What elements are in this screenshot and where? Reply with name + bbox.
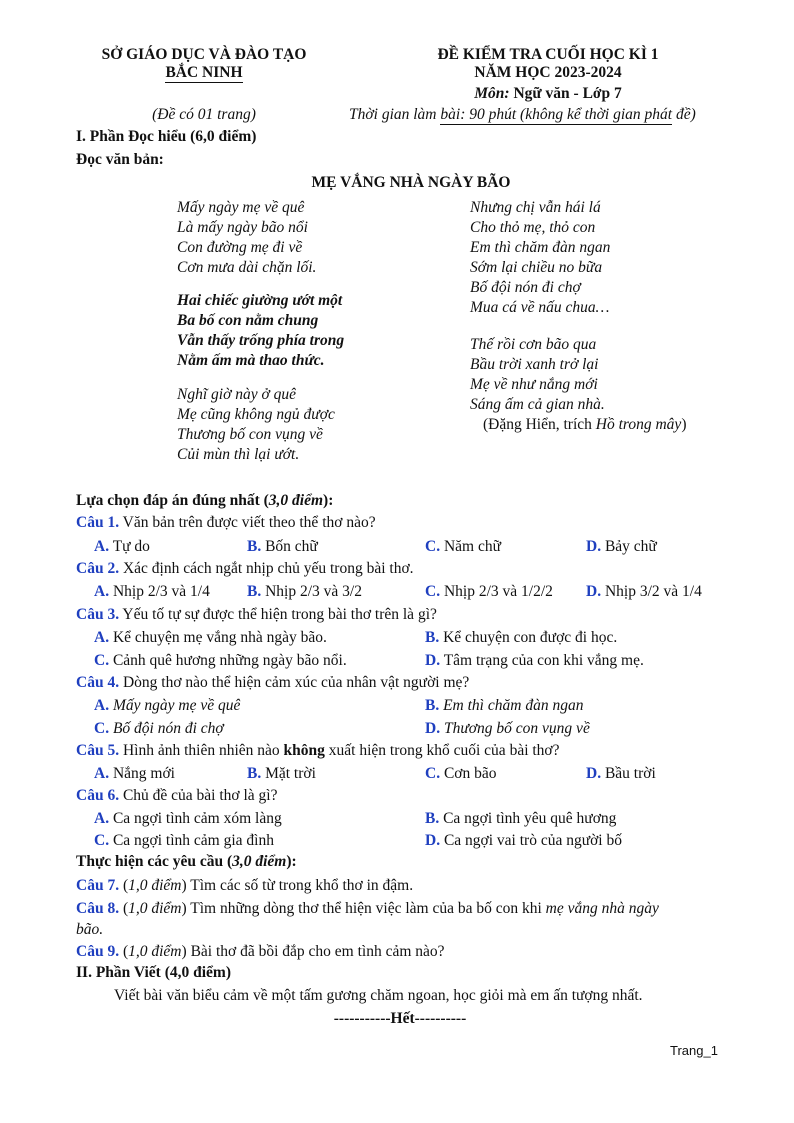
essay-heading [76, 853, 297, 871]
option-letter: C. [94, 652, 110, 669]
option-letter: B. [425, 629, 440, 646]
option-text: Nhịp 3/2 và 1/4 [604, 583, 702, 600]
poem-line: Thương bố con vụng về [177, 426, 323, 443]
poem-line: Sáng ấm cả gian nhà. [470, 396, 605, 413]
option-text: Bốn chữ [265, 538, 318, 555]
writing-prompt: Viết bài văn biểu cảm về một tấm gương chăm ngoan, học giỏi mà em ấn tượng nhất. [114, 987, 643, 1004]
question-number: Câu 4. [76, 674, 120, 691]
option-letter: D. [425, 832, 441, 849]
option-letter: D. [425, 720, 441, 737]
q6-option-a [94, 809, 282, 829]
option-letter: D. [586, 583, 602, 600]
subject-label: Môn: [474, 85, 510, 102]
question-number: Câu 5. [76, 742, 120, 759]
poem-line: Bầu trời xanh trở lại [470, 356, 599, 373]
q6-option-d [425, 831, 622, 851]
option-text: Kể chuyện mẹ vắng nhà ngày bão. [112, 629, 327, 646]
poem-right-stanza-2 [470, 335, 605, 415]
time-suffix: đề) [672, 106, 696, 123]
question-text: Hình ảnh thiên nhiên nào [119, 742, 284, 759]
poem-line: Sớm lại chiều no bữa [470, 259, 603, 276]
question-text-italic: mẹ vắng nhà ngày [545, 900, 659, 917]
poem-line: Mấy ngày mẹ về quê [177, 199, 305, 216]
option-letter: A. [94, 765, 110, 782]
q3-option-c [94, 651, 347, 671]
option-text: Nắng mới [112, 765, 175, 782]
q2-option-b [247, 582, 362, 602]
department-name: SỞ GIÁO DỤC VÀ ĐÀO TẠO [101, 46, 307, 63]
option-letter: A. [94, 810, 110, 827]
question-number: Câu 9. [76, 943, 120, 960]
option-text: Mấy ngày mẹ về quê [112, 697, 241, 714]
mcq-heading-prefix: Lựa chọn đáp án đúng nhất ( [76, 492, 269, 509]
poem-line: Con đường mẹ đi về [177, 239, 303, 256]
q3-option-a [94, 628, 327, 648]
poem-left-stanza-1 [177, 198, 316, 278]
question-number: Câu 7. [76, 877, 120, 894]
option-text: Ca ngợi tình cảm gia đình [112, 832, 274, 849]
question-number: Câu 2. [76, 560, 120, 577]
question-3 [76, 605, 437, 625]
section-writing-title: II. Phần Viết (4,0 điểm) [76, 964, 231, 981]
option-text: Bầu trời [604, 765, 656, 782]
essay-heading-suffix: ): [286, 853, 297, 870]
mcq-heading-suffix: ): [323, 492, 334, 509]
q5-option-c [425, 764, 497, 784]
question-9 [76, 942, 445, 962]
option-text: Bố đội nón đi chợ [112, 720, 224, 737]
poem-line: Em thì chăm đàn ngan [470, 239, 611, 256]
mcq-heading [76, 492, 333, 510]
question-text: Bài thơ đã bồi đắp cho em tình cảm nào? [186, 943, 445, 960]
question-text: Chủ đề của bài thơ là gì? [119, 787, 278, 804]
option-letter: B. [247, 765, 262, 782]
source-author: (Đặng Hiển, trích [483, 416, 596, 433]
province-name [80, 64, 328, 82]
poem-right-stanza-1 [470, 198, 610, 318]
poem-line: Hai chiếc giường ướt một [177, 292, 343, 309]
poem-line: Củi mùn thì lại ướt. [177, 446, 300, 463]
section-reading-title: I. Phần Đọc hiểu (6,0 điểm) [76, 128, 257, 145]
question-text: Văn bản trên được viết theo thể thơ nào? [119, 514, 376, 531]
paren: ) [181, 943, 187, 960]
poem-line: Cơn mưa dài chặn lối. [177, 259, 317, 276]
option-letter: C. [425, 765, 441, 782]
q2-option-d [586, 582, 702, 602]
school-year: NĂM HỌC 2023-2024 [474, 64, 622, 81]
option-letter: A. [94, 629, 110, 646]
poem-line: Vẫn thấy trống phía trong [177, 332, 345, 349]
option-letter: D. [586, 765, 602, 782]
q2-option-c [425, 582, 553, 602]
question-1 [76, 513, 376, 533]
paren: ) [181, 877, 187, 894]
end-marker: -----------Hết---------- [333, 1010, 467, 1027]
option-text: Tâm trạng của con khi vắng mẹ. [443, 652, 644, 669]
option-text: Ca ngợi tình yêu quê hương [443, 810, 617, 827]
poem-left-stanza-2-bold [177, 291, 344, 371]
option-text: Tự do [112, 538, 150, 555]
question-text: Dòng thơ nào thể hiện cảm xúc của nhân vật người mẹ? [119, 674, 470, 691]
option-text: Cơn bão [443, 765, 497, 782]
question-5 [76, 741, 560, 761]
option-text: Kể chuyện con được đi học. [443, 629, 618, 646]
question-text: Xác định cách ngắt nhịp chủ yếu trong bài thơ. [119, 560, 414, 577]
question-number: Câu 1. [76, 514, 120, 531]
option-letter: D. [425, 652, 441, 669]
essay-heading-points: 3,0 điểm [232, 853, 287, 870]
poem-line: Cho thỏ mẹ, thỏ con [470, 219, 596, 236]
poem-line: Mẹ về như nắng mới [470, 376, 598, 393]
option-text: Ca ngợi tình cảm xóm làng [112, 810, 282, 827]
option-text: Nhịp 2/3 và 1/2/2 [443, 583, 553, 600]
essay-heading-prefix: Thực hiện các yêu cầu ( [76, 853, 233, 870]
mcq-heading-points: 3,0 điểm [268, 492, 324, 509]
q3-option-b [425, 628, 617, 648]
question-text-bold: không [283, 742, 325, 759]
option-letter: B. [247, 538, 262, 555]
paren: ) [181, 900, 187, 917]
question-text: Tìm những dòng thơ thể hiện việc làm của ba bố con khi [186, 900, 546, 917]
option-text: Ca ngợi vai trò của người bố [443, 832, 622, 849]
option-letter: A. [94, 583, 110, 600]
option-letter: C. [425, 538, 441, 555]
question-7 [76, 876, 413, 896]
poem-line: Nhưng chị vẫn hái lá [470, 199, 601, 216]
question-points: 1,0 điểm [128, 943, 182, 960]
q5-option-b [247, 764, 316, 784]
q1-option-d [586, 537, 657, 557]
poem-line: Bố đội nón đi chợ [470, 279, 581, 296]
option-letter: B. [425, 810, 440, 827]
q1-option-b [247, 537, 318, 557]
paren: ( [119, 900, 129, 917]
question-6 [76, 786, 278, 806]
exam-title: ĐỀ KIỂM TRA CUỐI HỌC KÌ 1 [437, 46, 659, 63]
question-4 [76, 673, 469, 693]
poem-title: MẸ VẮNG NHÀ NGÀY BÃO [311, 174, 511, 191]
page-count-note: (Đề có 01 trang) [152, 106, 256, 123]
question-number: Câu 6. [76, 787, 120, 804]
option-letter: C. [94, 832, 110, 849]
question-2 [76, 559, 414, 579]
q2-option-a [94, 582, 210, 602]
poem-line: Nằm ấm mà thao thức. [177, 352, 325, 369]
time-limit [349, 106, 696, 124]
q4-option-a [94, 696, 240, 716]
question-text-end: xuất hiện trong khổ cuối của bài thơ? [324, 742, 560, 759]
option-text: Cảnh quê hương những ngày bão nổi. [112, 652, 347, 669]
option-letter: D. [586, 538, 602, 555]
question-points: 1,0 điểm [128, 900, 182, 917]
q6-option-b [425, 809, 616, 829]
poem-line: Là mấy ngày bão nổi [177, 219, 308, 236]
poem-line: Mẹ cũng không ngủ được [177, 406, 335, 423]
option-text: Thương bố con vụng về [443, 720, 590, 737]
q4-option-c [94, 719, 224, 739]
poem-line: Mua cá về nấu chua… [470, 299, 610, 316]
q4-option-b [425, 696, 583, 716]
poem-source [483, 416, 686, 434]
option-text: Nhịp 2/3 và 1/4 [112, 583, 210, 600]
option-text: Năm chữ [443, 538, 501, 555]
poem-left-stanza-3 [177, 385, 335, 465]
question-text: Yếu tố tự sự được thể hiện trong bài thơ trên là gì? [119, 606, 437, 623]
option-letter: A. [94, 697, 110, 714]
paren: ( [119, 877, 129, 894]
question-8 [76, 899, 659, 919]
q1-option-a [94, 537, 150, 557]
read-text-label: Đọc văn bản: [76, 151, 164, 168]
q4-option-d [425, 719, 590, 739]
time-underlined: bài: 90 phút (không kể thời gian phát [440, 106, 673, 123]
q5-option-a [94, 764, 175, 784]
option-letter: A. [94, 538, 110, 555]
option-text: Bảy chữ [604, 538, 657, 555]
page-number: Trang_1 [670, 1043, 718, 1058]
province-name-text: BẮC NINH [165, 64, 243, 81]
time-prefix: Thời gian làm [349, 106, 441, 123]
option-letter: B. [425, 697, 440, 714]
q6-option-c [94, 831, 274, 851]
poem-line: Ba bố con nằm chung [177, 312, 319, 329]
subject-value: Ngữ văn - Lớp 7 [509, 85, 622, 102]
paren: ( [119, 943, 129, 960]
option-letter: C. [94, 720, 110, 737]
option-text: Mặt trời [265, 765, 316, 782]
source-work: Hồ trong mây [595, 416, 682, 433]
q5-option-d [586, 764, 656, 784]
question-points: 1,0 điểm [128, 877, 182, 894]
question-number: Câu 3. [76, 606, 120, 623]
poem-line: Thế rồi cơn bão qua [470, 336, 597, 353]
option-text: Em thì chăm đàn ngan [443, 697, 584, 714]
question-8-cont: bão. [76, 921, 104, 938]
question-text: Tìm các số từ trong khổ thơ in đậm. [186, 877, 414, 894]
option-text: Nhịp 2/3 và 3/2 [265, 583, 362, 600]
poem-line: Nghĩ giờ này ở quê [177, 386, 297, 403]
subject-line [362, 85, 734, 103]
option-letter: B. [247, 583, 262, 600]
q3-option-d [425, 651, 644, 671]
question-number: Câu 8. [76, 900, 120, 917]
source-close: ) [681, 416, 687, 433]
option-letter: C. [425, 583, 441, 600]
q1-option-c [425, 537, 501, 557]
